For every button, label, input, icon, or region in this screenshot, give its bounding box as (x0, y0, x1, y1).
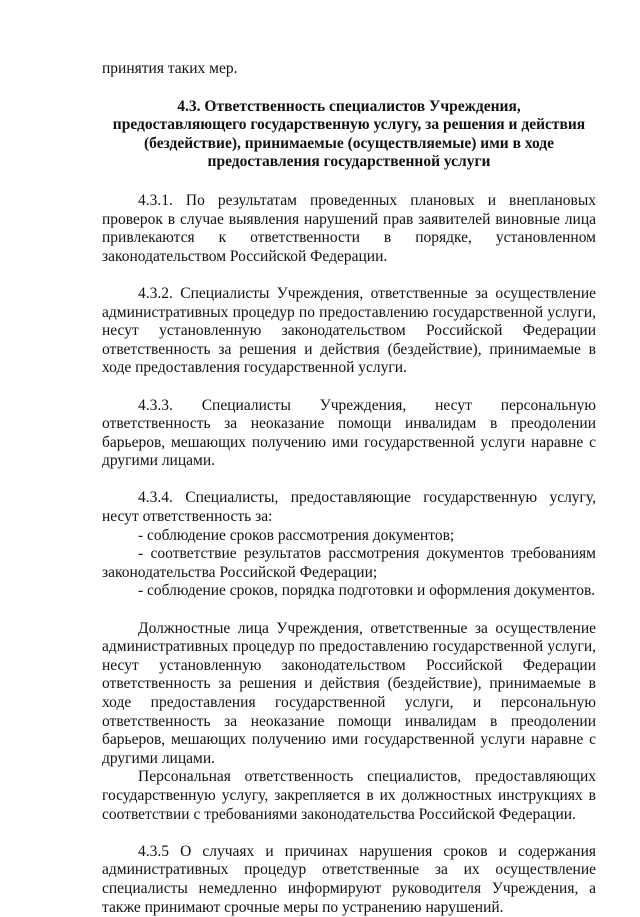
paragraph-officials: Должностные лица Учреждения, ответственные за осуществление административных процедур по предоставлению государственной услуги, несут установленную законодательством Российской Федерации ответственность за решения и действия (бездействие), принимаемые в ходе предоставления государственной услуги, и персональную ответственность за неоказание помощи инвалидам в преодолении барьеров, мешающих получению ими государственной услуги наравне с другими лицами. (102, 619, 596, 767)
paragraph-4-3-2: 4.3.2. Специалисты Учреждения, ответственные за осуществление административных процедур по предоставлению государственной услуги, несут установленную законодательством Российской Федерации ответственность за решения и действия (бездействие), принимаемые в ходе предоставления государственной услуги. (102, 284, 596, 377)
paragraph-4-3-5: 4.3.5 О случаях и причинах нарушения сроков и содержания административных процедур ответственные за их осуществление специалисты немедленно информируют руководителя Учреждения, а также принимают срочные меры по устранению нарушений. (102, 842, 596, 916)
paragraph-personal-responsibility: Персональная ответственность специалистов, предоставляющих государственную услугу, закрепляется в их должностных инструкциях в соответствии с требованиями законодательства Российской Федерации. (102, 768, 596, 823)
section-heading-line: предоставления государственной услуги (207, 153, 491, 171)
section-heading-line: предоставляющего государственную услугу, за решения и действия (112, 116, 586, 134)
list-item: - соблюдение сроков, порядка подготовки и оформления документов. (138, 582, 596, 600)
section-heading (102, 98, 596, 172)
section-heading-line: (бездействие), принимаемые (осуществляемые) ими в ходе (143, 134, 555, 152)
document-page (102, 60, 596, 917)
paragraph-4-3-3: 4.3.3. Специалисты Учреждения, несут персональную ответственность за неоказание помощи инвалидам в преодолении барьеров, мешающих получению ими государственной услуги наравне с другими лицами. (102, 396, 596, 470)
list-item: - соблюдение сроков рассмотрения документов; (138, 526, 455, 544)
paragraph-4-3-1: 4.3.1. По результатам проведенных плановых и внеплановых проверок в случае выявления нарушений прав заявителей виновные лица привлекаются к ответственности в порядке, установленном законодательством Российской Федерации. (102, 191, 596, 265)
intro-tail-text: принятия таких мер. (102, 60, 238, 77)
paragraph-4-3-4-intro: 4.3.4. Специалисты, предоставляющие государственную услугу, несут ответственность за: (102, 489, 596, 526)
list-item: - соответствие результатов рассмотрения документов требованиям законодательства Российской Федерации; (102, 545, 596, 581)
section-heading-line: 4.3. Ответственность специалистов Учреждения, (177, 97, 521, 115)
